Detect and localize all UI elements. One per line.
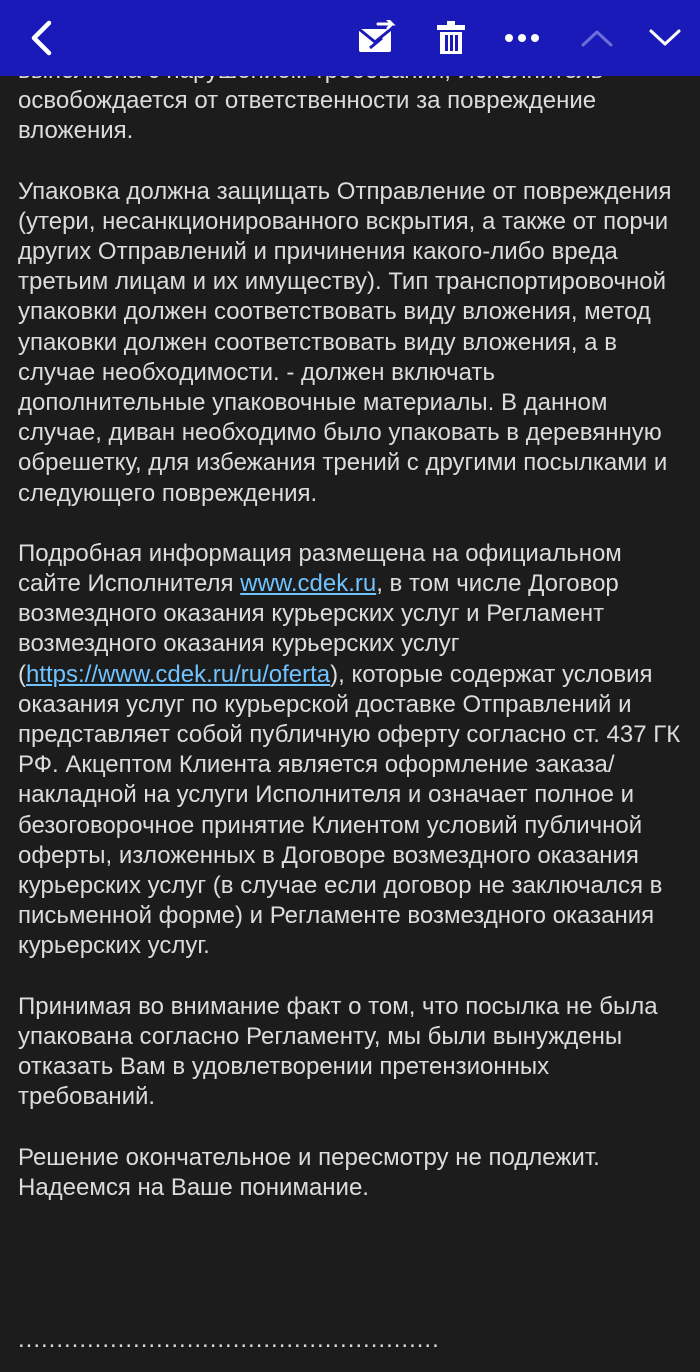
paragraph-final bbox=[18, 1143, 686, 1203]
final-line-1: Решение окончательное и пересмотру не подлежит. bbox=[18, 1143, 600, 1171]
trash-icon bbox=[436, 20, 466, 56]
next-message-button[interactable] bbox=[636, 0, 694, 76]
paragraph-info bbox=[18, 539, 686, 962]
paragraph-text: освобождается от ответственности за повреждение вложения. bbox=[18, 87, 597, 145]
toolbar bbox=[0, 0, 700, 76]
oferta-link[interactable]: https://www.cdek.ru/ru/oferta bbox=[26, 660, 331, 688]
cdek-site-link[interactable]: www.cdek.ru bbox=[240, 570, 377, 598]
final-line-2: Надеемся на Ваше понимание. bbox=[18, 1173, 369, 1201]
paragraph-text: , в том числе Договор возмездного оказания курьерских услуг и Регламент возмездного оказания курьерских услуг ( bbox=[18, 570, 619, 688]
paragraph-text: Подробная информация размещена на официальном сайте Исполнителя bbox=[18, 539, 622, 598]
back-button[interactable] bbox=[14, 0, 68, 76]
paragraph-packaging: Упаковка должна защищать Отправление от повреждения (утери, несанкционированного вскрытия, а также от порчи других Отправлений и причинения какого-либо вреда третьим лицам и их имуществу). Тип транспортировочной упаковки должен соответствовать виду вложения, метод упаковки должен соответствовать виду вложения, а в случае необходимости. - должен включать дополнительные упаковочные материалы. В данном случае, диван необходимо было упаковать в деревянную обрешетку, для избежания трений с другими посылками и следующего повреждения. bbox=[18, 177, 672, 507]
paragraph-refusal: Принимая во внимание факт о том, что посылка не была упакована согласно Регламенту, мы были вынуждены отказать Вам в удовлетворении претензионных требований. bbox=[18, 992, 658, 1111]
more-button[interactable] bbox=[494, 0, 550, 76]
chevron-up-icon bbox=[580, 28, 614, 48]
envelope-arrow-icon bbox=[356, 20, 396, 56]
more-icon bbox=[504, 33, 540, 43]
email-body bbox=[18, 56, 686, 1233]
chevron-left-icon bbox=[29, 20, 53, 56]
previous-message-button[interactable] bbox=[570, 0, 624, 76]
chevron-down-icon bbox=[648, 28, 682, 48]
delete-button[interactable] bbox=[424, 0, 478, 76]
move-button[interactable] bbox=[348, 0, 404, 76]
paragraph-text: ), которые содержат условия оказания услуг по курьерской доставке Отправлений и представляет собой публичную оферту согласно ст. 437 ГК РФ. Акцептом Клиента является оформление заказа/накладной на услуги Исполнителя и означает полное и безоговорочное принятие Клиентом условий публичной оферты, изложенных в Договоре возмездного оказания курьерских услуг (в случае если договор не заключался в письменной форме) и Регламенте возмездного оказания курьерских услуг. bbox=[18, 660, 681, 960]
separator-line: ....................................................... bbox=[18, 1326, 440, 1353]
